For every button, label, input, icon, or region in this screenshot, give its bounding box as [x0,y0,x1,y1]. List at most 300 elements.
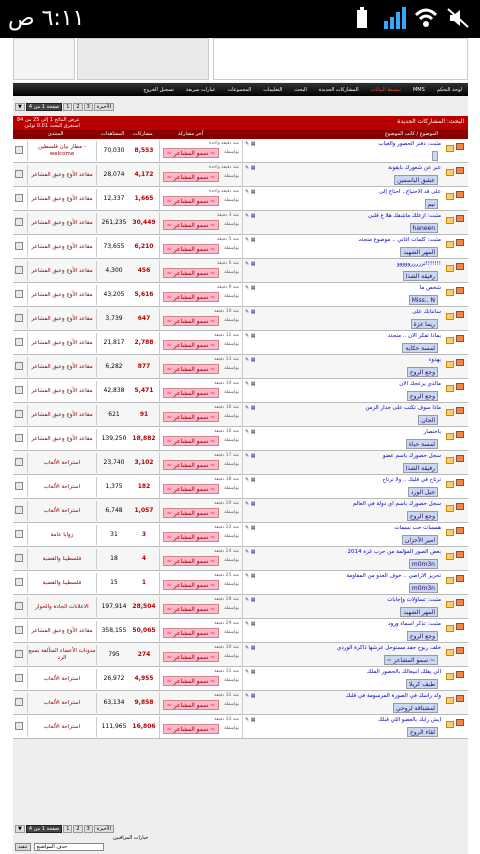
last-post-user[interactable]: ~ سمو المشاعر ~ [163,244,219,254]
last-post-user[interactable]: ~ سمو المشاعر ~ [163,700,219,710]
row-forum[interactable]: مقاعد الأوج وعبق المشاعر [27,261,97,281]
row-views: 4,300 [105,267,123,274]
thread-title[interactable]: ماذا سوف تكتب على جدار الزمن [365,405,441,411]
thread-author[interactable]: المهر الشهيد [400,607,438,617]
row-forum[interactable]: فلسطينا والقضية [27,573,97,593]
result-count: عرض النتائج 1 إلى 25 من 84 [17,117,80,123]
last-post-user[interactable]: ~ سمو المشاعر ~ [163,388,219,398]
thread-folder-icon [446,217,454,224]
row-forum[interactable]: فلسطينا والقضية [27,549,97,569]
col-last[interactable]: آخر مشاركة [178,131,203,137]
thread-author[interactable]: طيف كريلا [406,679,438,689]
last-post-time: منذ 13 دقيقة [214,357,239,362]
row-replies[interactable]: 6,210 [134,243,154,250]
table-title: البحث: المشاركات الجديدة [397,118,464,125]
row-replies[interactable]: 182 [137,483,151,490]
row-checkbox[interactable] [15,314,23,322]
row-views: 18 [110,555,118,562]
row-forum[interactable]: مقاعد الأوج وعبق المشاعر [27,357,97,377]
row-forum[interactable]: مقاعد الأوج وعبق المشاعر [27,621,97,641]
col-forum[interactable]: المنتدى [48,131,64,137]
row-views: 111,965 [101,723,127,730]
thread-folder-icon [446,553,454,560]
last-post-by-label: بواسطة [224,174,239,179]
last-post-by-label: بواسطة [224,702,239,707]
row-forum[interactable]: مقاعد الأوج وعبق المشاعر [27,405,97,425]
table-row [13,259,468,283]
last-post-user[interactable]: ~ سمو المشاعر ~ [163,484,219,494]
row-checkbox[interactable] [15,650,23,658]
row-replies[interactable]: 30,449 [132,219,156,226]
row-replies[interactable]: 274 [137,651,151,658]
last-post-user[interactable]: ~ سمو المشاعر ~ [163,196,219,206]
thread-title[interactable]: باختصار [423,429,441,435]
col-views[interactable]: المشاهدات [101,131,125,137]
row-checkbox[interactable] [15,530,23,538]
pager-page-2[interactable]: 2 [73,103,82,111]
table-row [13,547,468,571]
thread-title[interactable]: ايش رأيك بالعضو اللي قبلك [378,717,441,723]
row-views: 15 [110,579,118,586]
thread-author[interactable] [432,151,438,161]
row-forum[interactable]: مقاعد الأوج وعبق المشاعر [27,237,97,257]
row-forum[interactable]: الاعلانات الجادة والحوار [27,597,97,617]
row-forum[interactable]: مدونات الأعضاء المتألقة بمنبع الرد [27,645,97,665]
row-forum[interactable]: مقاعد الأوج وعبق المشاعر [27,285,97,305]
last-post-by-label: بواسطة [224,150,239,155]
moderation-label: خيارات المراقبين [113,835,149,841]
row-views: 358,155 [101,627,127,634]
thread-folder-icon [446,313,454,320]
post-attachment-icon: ✎ ▦ [245,597,256,603]
post-attachment-icon: ✎ ▦ [245,309,256,315]
row-last-post [159,332,243,354]
table-row [13,163,468,187]
table-row [13,691,468,715]
thread-folder-icon [446,721,454,728]
row-views: 42,838 [103,387,125,394]
thread-title[interactable]: سجل حضورك باسم عضو [382,453,441,459]
last-post-user[interactable]: ~ سمو المشاعر ~ [163,412,219,422]
last-post-by-label: بواسطة [224,462,239,467]
thread-folder-icon [446,457,454,464]
thread-title[interactable]: مالذي يزعجك الآن [399,381,441,387]
post-attachment-icon: ✎ ▦ [245,213,256,219]
last-post-user[interactable]: ~ سمو المشاعر ~ [163,724,219,734]
last-post-user[interactable]: ~ سمو المشاعر ~ [163,172,219,182]
thread-folder-icon [446,337,454,344]
row-forum[interactable]: مقاعد الأوج وعبق المشاعر [27,309,97,329]
row-checkbox[interactable] [15,674,23,682]
thread-title[interactable]: تحرير الأراضي .. خوف العدو من المقاومة [346,573,441,579]
post-attachment-icon: ✎ ▦ [245,501,256,507]
post-attachment-icon: ✎ ▦ [245,477,256,483]
row-replies[interactable]: 18,882 [132,435,156,442]
thread-title[interactable]: مثبت: كلمات أغاني .. موضوع متجدد [358,237,441,243]
thread-title[interactable]: مثبت: دفتر الحضور والغياب [378,141,441,147]
thread-title[interactable]: ترتاح في قلبك .. ولا ترتاح [382,477,441,483]
last-post-time: منذ 5 دقيقة [216,237,239,242]
row-replies[interactable]: 1,665 [134,195,154,202]
row-checkbox[interactable] [15,338,23,346]
row-last-post [159,428,243,450]
row-views: 197,914 [101,603,127,610]
row-checkbox[interactable] [15,626,23,634]
row-forum[interactable]: مطار بيان فلسطين - welcome [27,141,97,161]
page-footer [13,824,468,854]
thread-status-icon [456,215,464,222]
last-post-user[interactable]: ~ سمو المشاعر ~ [163,340,219,350]
col-topic[interactable]: الموضوع / كاتب الموضوع [384,131,438,137]
thread-folder-icon [446,409,454,416]
row-checkbox[interactable] [15,410,23,418]
thread-title[interactable]: ولد راسك في الصورة المرسومة في قلبك [345,693,441,699]
thread-folder-icon [446,433,454,440]
last-post-user[interactable]: ~ سمو المشاعر ~ [163,460,219,470]
last-post-time: منذ 14 دقيقة [214,381,239,386]
moderation-go-button[interactable]: تنفيذ [15,843,31,851]
thread-status-icon [456,671,464,678]
col-replies[interactable]: مشاركات [133,131,153,137]
thread-status-icon [456,599,464,606]
pager-label: صفحة 1 من 4 [26,825,62,833]
row-views: 43,205 [103,291,125,298]
last-post-by-label: بواسطة [224,630,239,635]
row-checkbox[interactable] [15,458,23,466]
row-forum[interactable]: زوايا عامة [27,525,97,545]
thread-author[interactable]: نيم [425,199,438,209]
nav-search[interactable]: البحث [294,86,307,93]
table-row [13,619,468,643]
row-views: 139,250 [101,435,127,442]
row-checkbox[interactable] [15,386,23,394]
thread-title[interactable]: على قد الاحتياج.. أحتاج إلى [379,189,441,195]
last-post-user[interactable]: ~ سمو المشاعر ~ [163,556,219,566]
thread-folder-icon [446,145,454,152]
thread-folder-icon [446,649,454,656]
row-forum[interactable]: استراحة الألعاب [27,477,97,497]
pager-last[interactable]: الأخيرة [94,103,114,111]
row-last-post [159,212,243,234]
last-post-by-label: بواسطة [224,246,239,251]
thread-title[interactable]: مثبت: تذكر أسماء ورود [388,621,441,627]
row-replies[interactable]: 1 [141,579,147,586]
last-post-by-label: بواسطة [224,342,239,347]
row-replies[interactable]: 91 [139,411,149,418]
thread-author[interactable]: عشق الياسمين [394,175,438,185]
thread-status-icon [456,503,464,510]
thread-status-icon [456,479,464,486]
thread-title[interactable]: الي يقلك انبيعالك بالحضور الملك [366,669,441,675]
thread-author[interactable]: لمشتاقة لروحي [393,703,438,713]
post-attachment-icon: ✎ ▦ [245,381,256,387]
moderation-select[interactable]: حذف المواضيع [34,843,104,851]
last-post-by-label: بواسطة [224,606,239,611]
last-post-user[interactable]: ~ سمو المشاعر ~ [163,292,219,302]
row-last-post [159,188,243,210]
post-attachment-icon: ✎ ▦ [245,237,256,243]
row-replies[interactable]: 28,504 [132,603,156,610]
search-time: استغرق البحث 0.01 ثواني [24,123,80,129]
last-post-user[interactable]: ~ سمو المشاعر ~ [163,580,219,590]
post-attachment-icon: ✎ ▦ [245,405,256,411]
row-forum[interactable]: استراحة الألعاب [27,693,97,713]
row-replies[interactable]: 4,955 [134,675,154,682]
last-post-time: منذ 20 دقيقة [214,501,239,506]
row-replies[interactable]: 5,616 [134,291,154,298]
row-views: 12,337 [103,195,125,202]
nav-help[interactable]: التعليمات [263,86,283,93]
nav-groups[interactable]: المجموعات [227,86,252,93]
header-user-box [213,38,468,80]
table-row [13,571,468,595]
last-post-by-label: بواسطة [224,366,239,371]
row-replies[interactable]: 16,806 [132,723,156,730]
row-forum[interactable]: مقاعد الأوج وعبق المشاعر [27,189,97,209]
table-row [13,283,468,307]
row-checkbox[interactable] [15,506,23,514]
row-last-post [159,380,243,402]
last-post-time: منذ 29 دقيقة [214,621,239,626]
thread-author[interactable]: لمسة حياة [406,439,438,449]
last-post-time: منذ 28 دقيقة [214,597,239,602]
thread-author[interactable]: جيل الورد [408,487,438,497]
last-post-by-label: بواسطة [224,222,239,227]
table-row [13,307,468,331]
row-forum[interactable]: مقاعد الأوج وعبق المشاعر [27,333,97,353]
pager-dropdown-icon[interactable]: ▼ [15,825,25,833]
thread-author[interactable]: ~ سمو المشاعر ~ [384,655,438,665]
row-last-post [159,692,243,714]
thread-status-icon [456,431,464,438]
last-post-time: منذ 16 دقيقة [214,405,239,410]
row-forum[interactable]: مقاعد الأوج وعبق المشاعر [27,165,97,185]
last-post-user[interactable]: ~ سمو المشاعر ~ [163,676,219,686]
thread-status-icon [456,143,464,150]
last-post-user[interactable]: ~ سمو المشاعر ~ [163,604,219,614]
post-attachment-icon: ✎ ▦ [245,189,256,195]
thread-status-icon [456,167,464,174]
row-last-post [159,716,243,738]
thread-folder-icon [446,697,454,704]
row-checkbox[interactable] [15,698,23,706]
last-post-user[interactable]: ~ سمو المشاعر ~ [163,532,219,542]
row-replies[interactable]: 3,102 [134,459,154,466]
row-checkbox[interactable] [15,170,23,178]
last-post-by-label: بواسطة [224,318,239,323]
thread-author[interactable]: m0m3n [409,559,438,569]
thread-author[interactable]: m0m3n [409,583,438,593]
row-checkbox[interactable] [15,602,23,610]
row-last-post [159,668,243,690]
last-post-user[interactable]: ~ سمو المشاعر ~ [163,628,219,638]
post-attachment-icon: ✎ ▦ [245,357,256,363]
post-attachment-icon: ✎ ▦ [245,717,256,723]
thread-author[interactable]: وجع الروح [407,631,438,641]
table-row [13,523,468,547]
thread-title[interactable]: بعض الصور المؤلمة من حرب غزة 2014 [347,549,441,555]
nav-activate-data[interactable]: تنشيط البيانات [370,86,401,93]
row-checkbox[interactable] [15,266,23,274]
thread-status-icon [456,647,464,654]
thread-title[interactable]: سجل حضورك باسم أي دولة في العالم [352,501,441,507]
last-post-time: منذ 17 دقيقة [214,453,239,458]
pager-last[interactable]: الأخيرة [94,825,114,833]
row-replies[interactable]: 4 [141,555,147,562]
row-views: 1,375 [105,483,123,490]
last-post-by-label: بواسطة [224,582,239,587]
row-checkbox[interactable] [15,290,23,298]
row-last-post [159,260,243,282]
thread-author[interactable]: رفيقة الشذا [403,463,438,473]
thread-title[interactable]: ترررررووووو!!!!!!! [397,261,441,267]
row-forum[interactable]: مقاعد الأوج وعبق المشاعر [27,381,97,401]
row-forum[interactable]: استراحة الألعاب [27,453,97,473]
pager-top [15,102,114,111]
last-post-time: منذ 3 دقيقة [216,213,239,218]
thread-folder-icon [446,505,454,512]
post-attachment-icon: ✎ ▦ [245,285,256,291]
nav-mms[interactable]: MMS [412,86,425,93]
row-replies[interactable]: 8,553 [134,147,154,154]
row-checkbox[interactable] [15,578,23,586]
row-views: 3,739 [105,315,123,322]
thread-title[interactable]: مثبت: تساؤلات وإجابات [387,597,441,603]
row-replies[interactable]: 9,858 [134,699,154,706]
thread-author[interactable]: Miss.. N [409,295,438,305]
row-last-post [159,500,243,522]
thread-author[interactable]: لمسة حكاية [402,343,438,353]
nav-logout[interactable]: تسجيل الخروج [143,86,174,93]
mute-icon [446,7,470,29]
table-row [13,211,468,235]
row-replies[interactable]: 50,065 [132,627,156,634]
row-checkbox[interactable] [15,362,23,370]
thread-title[interactable]: همسات حب نسمات [394,525,441,531]
last-post-time: منذ دقيقة واحدة [208,189,239,194]
post-attachment-icon: ✎ ▦ [245,333,256,339]
row-forum[interactable]: مقاعد الأوج وعبق المشاعر [27,429,97,449]
row-replies[interactable]: 877 [137,363,151,370]
row-views: 795 [108,651,120,658]
last-post-user[interactable]: ~ سمو المشاعر ~ [163,652,219,662]
status-bar [0,0,480,38]
nav-control-panel[interactable]: لوحة التحكم [436,86,462,93]
pager-dropdown-icon[interactable]: ▼ [15,103,25,111]
table-row [13,667,468,691]
last-post-user[interactable]: ~ سمو المشاعر ~ [163,316,219,326]
row-checkbox[interactable] [15,146,23,154]
row-views: 70,030 [103,147,125,154]
row-checkbox[interactable] [15,554,23,562]
thread-title[interactable]: مثبت: أزعلك ماشفك هلا ع قلبي [368,213,441,219]
row-views: 6,748 [105,507,123,514]
thread-author[interactable]: وجع الروح [407,367,438,377]
table-row [13,643,468,667]
row-last-post [159,620,243,642]
row-checkbox[interactable] [15,242,23,250]
last-post-user[interactable]: ~ سمو المشاعر ~ [163,436,219,446]
row-views: 261,235 [101,219,127,226]
row-forum[interactable]: استراحة الألعاب [27,717,97,737]
row-last-post [159,644,243,666]
thread-folder-icon [446,625,454,632]
row-replies[interactable]: 2,788 [134,339,154,346]
thread-folder-icon [446,481,454,488]
thread-author[interactable]: ريما غزة [411,319,438,329]
row-last-post [159,356,243,378]
pager-page-1[interactable]: 1 [63,825,72,833]
last-post-user[interactable]: ~ سمو المشاعر ~ [163,148,219,158]
thread-title[interactable]: بهدوء [428,357,441,363]
row-checkbox[interactable] [15,482,23,490]
header-ad-box [77,38,209,80]
thread-title[interactable]: شخص ما [419,285,441,291]
row-forum[interactable]: استراحة الألعاب [27,669,97,689]
row-checkbox[interactable] [15,218,23,226]
row-replies[interactable]: 5,471 [134,387,154,394]
row-replies[interactable]: 456 [137,267,151,274]
row-views: 73,655 [103,243,125,250]
thread-folder-icon [446,265,454,272]
last-post-user[interactable]: ~ سمو المشاعر ~ [163,220,219,230]
row-replies[interactable]: 1,057 [134,507,154,514]
thread-author[interactable]: المهر الشهيد [400,247,438,257]
last-post-time: منذ 25 دقيقة [214,573,239,578]
row-checkbox[interactable] [15,434,23,442]
thread-title[interactable]: خلف ربوح حقد مستوحل عرشها ذاكرة الوردي [336,645,441,651]
table-row [13,187,468,211]
pager-page-3[interactable]: 3 [84,825,93,833]
last-post-user[interactable]: ~ سمو المشاعر ~ [163,364,219,374]
row-checkbox[interactable] [15,722,23,730]
thread-author[interactable]: haneen [410,223,438,233]
header-image [13,38,75,80]
row-views: 28,074 [103,171,125,178]
pager-page-1[interactable]: 1 [63,103,72,111]
thread-title[interactable]: عبر عن شعورك بأيقونة [388,165,441,171]
thread-author[interactable]: رفيقة الشذا [403,271,438,281]
row-last-post [159,452,243,474]
thread-author[interactable]: وجع الروح [407,511,438,521]
row-forum[interactable]: مقاعد الأوج وعبق المشاعر [27,213,97,233]
row-replies[interactable]: 4,172 [134,171,154,178]
last-post-user[interactable]: ~ سمو المشاعر ~ [163,508,219,518]
nav-new-posts[interactable]: المشاركات الجديدة [318,86,359,93]
thread-title[interactable]: سأنتابك على [412,309,441,315]
thread-author[interactable]: امير الأحزان [402,535,438,545]
last-post-time: منذ 30 دقيقة [214,645,239,650]
thread-author[interactable]: لقاء الروح [407,727,438,737]
pager-page-3[interactable]: 3 [84,103,93,111]
last-post-by-label: بواسطة [224,654,239,659]
row-forum[interactable]: استراحة الألعاب [27,501,97,521]
nav-quick-phrases[interactable]: عبارات سريعة [185,86,216,93]
row-views: 26,972 [103,675,125,682]
thread-title[interactable]: بماذا تفكر الآن .. متجدد [387,333,441,339]
pager-label: صفحة 1 من 4 [26,103,62,111]
thread-author[interactable]: وجع الروح [407,391,438,401]
status-time: ٦:١١ ص [8,6,85,31]
row-replies[interactable]: 647 [137,315,151,322]
wifi-icon [414,7,438,29]
row-checkbox[interactable] [15,194,23,202]
row-replies[interactable]: 3 [141,531,147,538]
thread-author[interactable]: الجان [418,415,438,425]
post-attachment-icon: ✎ ▦ [245,621,256,627]
pager-page-2[interactable]: 2 [73,825,82,833]
last-post-user[interactable]: ~ سمو المشاعر ~ [163,268,219,278]
